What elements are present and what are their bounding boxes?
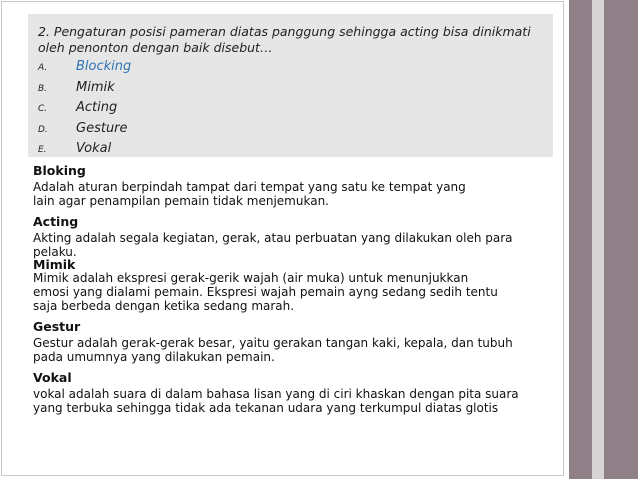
section-body-gestur: Gestur adalah gerak-gerak besar, yaitu gerakan tangan kaki, kepala, dan tubuh pada umumnya yang dilakukan pemain. [33, 336, 513, 364]
option-letter: B. [38, 83, 48, 94]
section-body-mimik: Mimik adalah ekspresi gerak-gerik wajah (air muka) untuk menunjukkan emosi yang dialami pemain. Ekspresi wajah pemain ayng sedang sedih tentu saja berbeda dengan ketika sedang marah. [33, 271, 498, 313]
section-body-vokal: vokal adalah suara di dalam bahasa lisan yang di ciri khaskan dengan pita suara yang terbuka sehingga tidak ada tekanan udara yang terkumpul diatas glotis [33, 387, 519, 415]
option-letter: C. [38, 104, 48, 114]
section-heading-acting: Acting [33, 214, 79, 229]
option-e [38, 141, 553, 162]
option-letter: E. [38, 145, 47, 155]
section-body-bloking: Adalah aturan berpindah tampat dari tempat yang satu ke tempat yang lain agar penampilan pemain tidak menjemukan. [33, 180, 466, 208]
option-c [38, 100, 553, 121]
option-text-answer: Blocking [76, 59, 132, 74]
question-line-2: oleh penonton dengan baik disebut… [38, 40, 273, 55]
question-text [38, 24, 543, 56]
option-a [38, 59, 553, 80]
option-letter: D. [38, 124, 48, 135]
side-decoration-bar [592, 0, 604, 479]
question-line-1: 2. Pengaturan posisi pameran diatas panggung sehingga acting bisa dinikmati [38, 24, 531, 39]
section-heading-vokal: Vokal [33, 370, 72, 385]
option-text: Mimik [76, 79, 115, 95]
option-b [38, 80, 553, 101]
option-d [38, 121, 553, 142]
section-heading-mimik: Mimik [33, 257, 76, 272]
option-text: Gesture [76, 120, 128, 136]
option-letter: A. [38, 63, 48, 73]
section-heading-bloking: Bloking [33, 163, 86, 178]
option-text: Acting [76, 100, 118, 115]
explanation-content [33, 162, 548, 420]
section-heading-gestur: Gestur [33, 319, 81, 334]
option-text: Vokal [76, 141, 112, 156]
section-body-acting: Akting adalah segala kegiatan, gerak, atau perbuatan yang dilakukan oleh para pelaku. [33, 231, 513, 259]
question-box [28, 14, 553, 157]
